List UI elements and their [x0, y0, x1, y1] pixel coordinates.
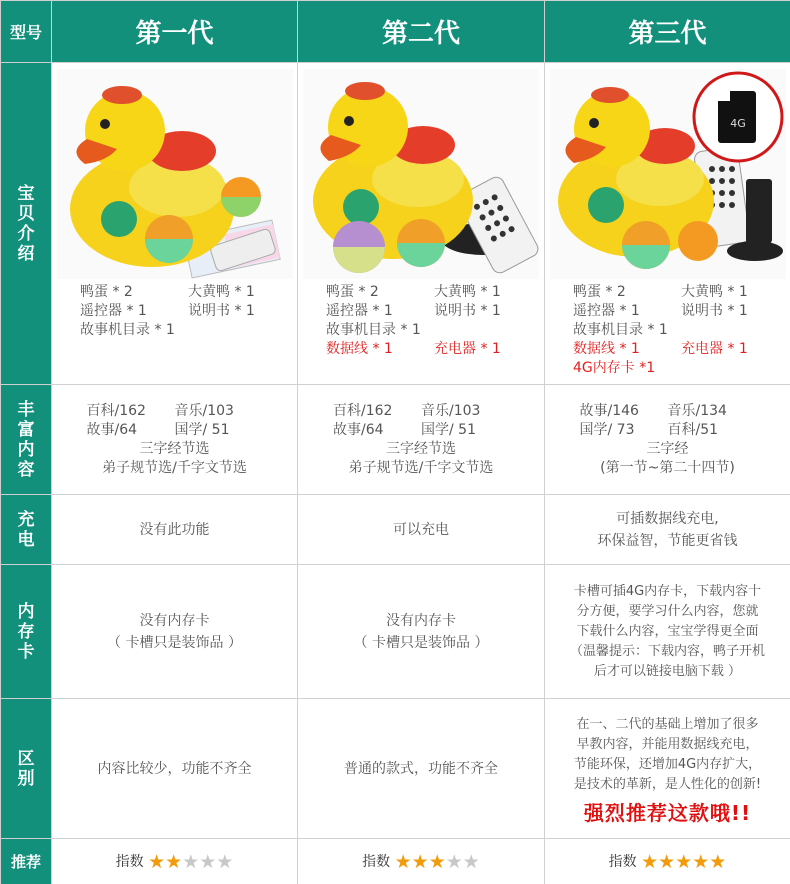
memory-gen2-cell: 没有内存卡 （ 卡槽只是装饰品 ）: [298, 565, 545, 699]
svg-text:4G: 4G: [729, 117, 746, 130]
intro-gen3-cell: [545, 63, 790, 385]
star-filled-icon: ★: [148, 851, 166, 873]
star-rating: [394, 851, 480, 873]
star-filled-icon: ★: [675, 851, 693, 873]
rating-label: 指数: [608, 854, 637, 870]
intro-row-label: 宝 贝 介 绍: [1, 63, 52, 385]
header-gen1: 第一代: [52, 1, 298, 63]
star-filled-icon: ★: [394, 851, 412, 873]
memory-gen3-cell: 卡槽可插4G内存卡，下载内容十 分方便，要学习什么内容，您就 下载什么内容，宝宝学得更全面 （温馨提示：下载内容，鸭子开机 后才可以链接电脑下载 ）: [545, 565, 790, 699]
star-filled-icon: ★: [411, 851, 429, 873]
list-item: 故事机目录 * 1: [573, 322, 668, 338]
list-item: 遥控器 * 1 说明书 * 1: [573, 303, 748, 319]
rating-gen3-cell: [545, 839, 790, 884]
star-filled-icon: ★: [165, 851, 183, 873]
content-row-label: 丰 富 内 容: [1, 385, 52, 495]
star-filled-icon: ★: [641, 851, 659, 873]
intro-gen2-cell: [298, 63, 545, 385]
star-rating: [641, 851, 727, 873]
intro-gen1-cell: [52, 63, 298, 385]
list-item: 鸭蛋 * 2 大黄鸭 * 1: [80, 284, 255, 300]
star-filled-icon: ★: [709, 851, 727, 873]
duck-toy-image: [57, 69, 293, 279]
header-gen3: 第三代: [545, 1, 790, 63]
memory-gen1-cell: 没有内存卡 （ 卡槽只是装饰品 ）: [52, 565, 298, 699]
memory-row-label: 内 存 卡: [1, 565, 52, 699]
star-empty-icon: ★: [445, 851, 463, 873]
content-row: [1, 385, 790, 495]
charge-gen3-cell: 可插数据线充电, 环保益智，节能更省钱: [545, 495, 790, 565]
gen3-product-photo: [550, 69, 786, 279]
duck-toy-image: [550, 69, 786, 279]
list-item: 遥控器 * 1 说明书 * 1: [80, 303, 255, 319]
charge-gen2-cell: 可以充电: [298, 495, 545, 565]
charge-row-label: 充 电: [1, 495, 52, 565]
difference-gen2-cell: 普通的款式，功能不齐全: [298, 699, 545, 839]
gen3-item-list: [545, 283, 790, 378]
memory-row: [1, 565, 790, 699]
star-empty-icon: ★: [216, 851, 234, 873]
star-rating: [148, 851, 234, 873]
rating-label: 指数: [115, 854, 144, 870]
content-gen1-cell: 百科/162 音乐/103 故事/64 国学/ 51 三字经节选 弟子规节选/千字文节选: [52, 385, 298, 495]
header-row: [1, 1, 790, 63]
star-empty-icon: ★: [462, 851, 480, 873]
star-empty-icon: ★: [182, 851, 200, 873]
gen1-product-photo: [57, 69, 293, 279]
rating-gen2-cell: [298, 839, 545, 884]
list-item-highlight: 数据线 * 1 充电器 * 1: [326, 341, 501, 357]
list-item: 遥控器 * 1 说明书 * 1: [326, 303, 501, 319]
intro-row: [1, 63, 790, 385]
rating-label: 指数: [362, 854, 391, 870]
list-item: 鸭蛋 * 2 大黄鸭 * 1: [573, 284, 748, 300]
duck-toy-image: [303, 69, 539, 279]
gen1-item-list: [52, 283, 297, 340]
difference-gen1-cell: 内容比较少，功能不齐全: [52, 699, 298, 839]
rating-row-label: 推荐: [1, 839, 52, 884]
star-filled-icon: ★: [692, 851, 710, 873]
list-item-highlight: 数据线 * 1 充电器 * 1: [573, 341, 748, 357]
difference-row-label: 区 别: [1, 699, 52, 839]
charge-gen1-cell: 没有此功能: [52, 495, 298, 565]
gen2-product-photo: [303, 69, 539, 279]
content-gen3-cell: 故事/146 音乐/134 国学/ 73 百科/51 三字经 (第一节~第二十四节): [545, 385, 790, 495]
recommend-banner: 强烈推荐这款哦!!: [583, 800, 752, 825]
star-filled-icon: ★: [428, 851, 446, 873]
list-item: 故事机目录 * 1: [326, 322, 421, 338]
header-model-label: 型号: [1, 1, 52, 63]
charge-row: [1, 495, 790, 565]
difference-row: [1, 699, 790, 839]
rating-row: [1, 839, 790, 884]
list-item: 鸭蛋 * 2 大黄鸭 * 1: [326, 284, 501, 300]
list-item-highlight: 4G内存卡 *1: [573, 360, 656, 376]
list-item: 故事机目录 * 1: [80, 322, 175, 338]
rating-gen1-cell: [52, 839, 298, 884]
star-filled-icon: ★: [658, 851, 676, 873]
difference-gen3-cell: 在一、二代的基础上增加了很多 早教内容，并能用数据线充电， 节能环保，还增加4G内存扩大， 是技术的革新，是人性化的创新! 强烈推荐这款哦!!: [545, 699, 790, 839]
gen2-item-list: [298, 283, 544, 359]
star-empty-icon: ★: [199, 851, 217, 873]
header-gen2: 第二代: [298, 1, 545, 63]
content-gen2-cell: 百科/162 音乐/103 故事/64 国学/ 51 三字经节选 弟子规节选/千字文节选: [298, 385, 545, 495]
